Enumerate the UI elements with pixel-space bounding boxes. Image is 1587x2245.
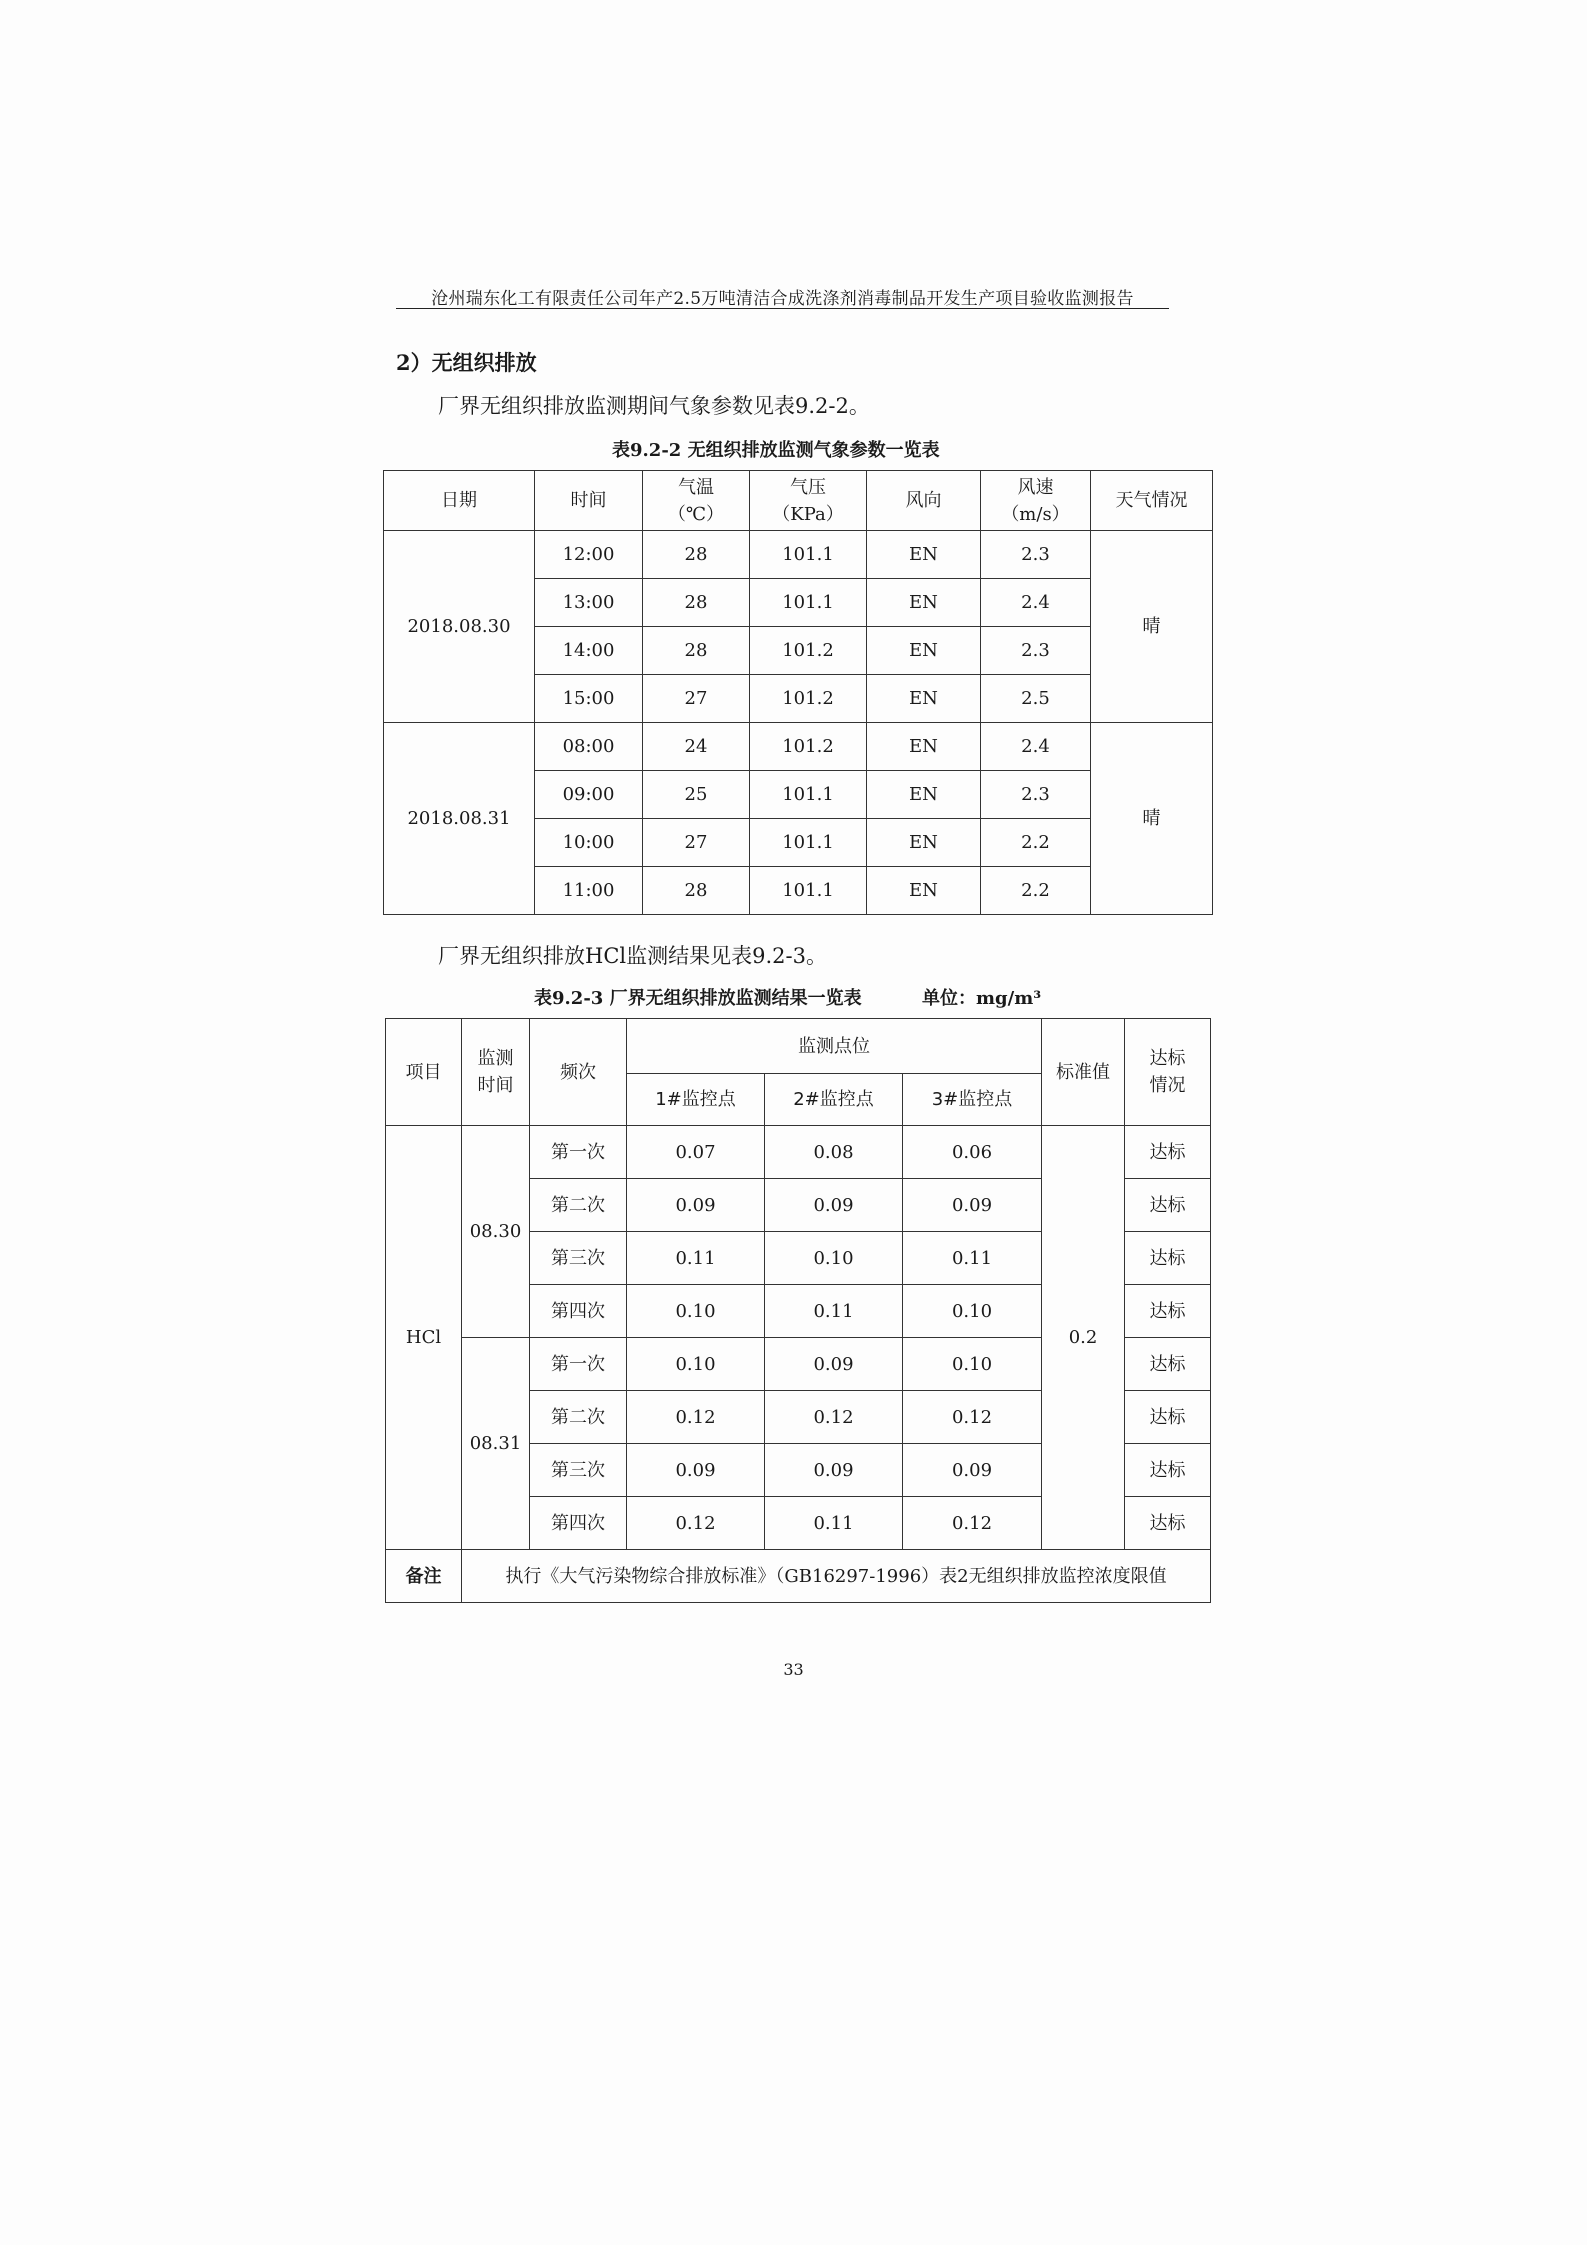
status-cell: 达标 [1125,1444,1211,1497]
date-cell: 2018.08.31 [384,723,535,915]
time-cell: 15:00 [535,675,643,723]
header-rule [396,308,1169,309]
th-temp: 气温 （℃） [643,471,750,531]
pressure-cell: 101.1 [750,579,867,627]
weather-params-table [383,470,1213,915]
th-point-3: 3#监控点 [903,1074,1042,1126]
time-cell: 13:00 [535,579,643,627]
p2-cell: 0.12 [765,1391,903,1444]
section-title: 2）无组织排放 [396,350,537,375]
p3-cell: 0.12 [903,1391,1042,1444]
paragraph-weather-intro: 厂界无组织排放监测期间气象参数见表9.2-2。 [438,394,870,418]
p3-cell: 0.11 [903,1232,1042,1285]
paragraph-hcl-intro: 厂界无组织排放HCl监测结果见表9.2-3。 [438,944,827,968]
status-cell: 达标 [1125,1285,1211,1338]
p1-cell: 0.12 [627,1391,765,1444]
p1-cell: 0.10 [627,1285,765,1338]
temp-cell: 25 [643,771,750,819]
wind-dir-cell: EN [867,867,981,915]
p2-cell: 0.11 [765,1285,903,1338]
table1-caption: 表9.2-2 无组织排放监测气象参数一览表 [612,440,940,461]
freq-cell: 第二次 [530,1391,627,1444]
status-cell: 达标 [1125,1126,1211,1179]
hcl-results-table [385,1018,1211,1603]
th-frequency: 频次 [530,1019,627,1126]
time-cell: 09:00 [535,771,643,819]
th-wind-speed: 风速 （m/s） [981,471,1091,531]
th-status: 达标 情况 [1125,1019,1211,1126]
th-monitor-time: 监测 时间 [462,1019,530,1126]
th-item: 项目 [386,1019,462,1126]
wind-dir-cell: EN [867,627,981,675]
freq-cell: 第四次 [530,1497,627,1550]
pressure-cell: 101.1 [750,819,867,867]
report-header: 沧州瑞东化工有限责任公司年产2.5万吨清洁合成洗涤剂消毒制品开发生产项目验收监测报告 [431,289,1134,309]
pressure-cell: 101.2 [750,675,867,723]
wind-speed-cell: 2.2 [981,867,1091,915]
p1-cell: 0.11 [627,1232,765,1285]
status-cell: 达标 [1125,1179,1211,1232]
p1-cell: 0.07 [627,1126,765,1179]
wind-speed-cell: 2.4 [981,723,1091,771]
pressure-cell: 101.2 [750,723,867,771]
date-cell: 2018.08.30 [384,531,535,723]
freq-cell: 第四次 [530,1285,627,1338]
th-weather: 天气情况 [1091,471,1213,531]
pressure-cell: 101.1 [750,531,867,579]
temp-cell: 28 [643,867,750,915]
table2-caption: 表9.2-3 厂界无组织排放监测结果一览表 [534,988,862,1009]
table-row [384,723,1213,771]
p2-cell: 0.11 [765,1497,903,1550]
wind-dir-cell: EN [867,771,981,819]
freq-cell: 第三次 [530,1444,627,1497]
temp-cell: 27 [643,819,750,867]
p3-cell: 0.12 [903,1497,1042,1550]
p2-cell: 0.09 [765,1338,903,1391]
th-point-1: 1#监控点 [627,1074,765,1126]
wind-speed-cell: 2.3 [981,627,1091,675]
freq-cell: 第一次 [530,1126,627,1179]
time-cell: 08:00 [535,723,643,771]
table-row [386,1126,1211,1179]
time-cell: 14:00 [535,627,643,675]
wind-dir-cell: EN [867,531,981,579]
date-cell: 08.30 [462,1126,530,1338]
freq-cell: 第一次 [530,1338,627,1391]
th-wind-dir: 风向 [867,471,981,531]
standard-cell: 0.2 [1042,1126,1125,1550]
status-cell: 达标 [1125,1391,1211,1444]
p2-cell: 0.08 [765,1126,903,1179]
pressure-cell: 101.2 [750,627,867,675]
temp-cell: 24 [643,723,750,771]
p1-cell: 0.09 [627,1444,765,1497]
p2-cell: 0.09 [765,1179,903,1232]
weather-cell: 晴 [1091,723,1213,915]
p3-cell: 0.06 [903,1126,1042,1179]
temp-cell: 27 [643,675,750,723]
th-standard: 标准值 [1042,1019,1125,1126]
wind-dir-cell: EN [867,579,981,627]
date-cell: 08.31 [462,1338,530,1550]
pressure-cell: 101.1 [750,867,867,915]
remark-row [386,1550,1211,1603]
th-time: 时间 [535,471,643,531]
wind-speed-cell: 2.3 [981,771,1091,819]
p1-cell: 0.09 [627,1179,765,1232]
p2-cell: 0.09 [765,1444,903,1497]
wind-dir-cell: EN [867,819,981,867]
p3-cell: 0.09 [903,1179,1042,1232]
wind-dir-cell: EN [867,675,981,723]
th-points: 监测点位 [627,1019,1042,1074]
p2-cell: 0.10 [765,1232,903,1285]
page-number: 33 [783,1660,804,1679]
p3-cell: 0.10 [903,1338,1042,1391]
pressure-cell: 101.1 [750,771,867,819]
wind-speed-cell: 2.2 [981,819,1091,867]
status-cell: 达标 [1125,1497,1211,1550]
status-cell: 达标 [1125,1338,1211,1391]
freq-cell: 第二次 [530,1179,627,1232]
p3-cell: 0.10 [903,1285,1042,1338]
th-point-2: 2#监控点 [765,1074,903,1126]
p1-cell: 0.10 [627,1338,765,1391]
p1-cell: 0.12 [627,1497,765,1550]
remark-text: 执行《大气污染物综合排放标准》（GB16297-1996）表2无组织排放监控浓度限值 [462,1550,1211,1603]
freq-cell: 第三次 [530,1232,627,1285]
item-cell: HCl [386,1126,462,1550]
temp-cell: 28 [643,579,750,627]
weather-cell: 晴 [1091,531,1213,723]
temp-cell: 28 [643,531,750,579]
wind-speed-cell: 2.4 [981,579,1091,627]
table-row [384,531,1213,579]
wind-dir-cell: EN [867,723,981,771]
p3-cell: 0.09 [903,1444,1042,1497]
time-cell: 12:00 [535,531,643,579]
th-pressure: 气压 （KPa） [750,471,867,531]
status-cell: 达标 [1125,1232,1211,1285]
table2-unit: 单位：mg/m³ [922,988,1042,1009]
wind-speed-cell: 2.3 [981,531,1091,579]
time-cell: 11:00 [535,867,643,915]
time-cell: 10:00 [535,819,643,867]
th-date: 日期 [384,471,535,531]
wind-speed-cell: 2.5 [981,675,1091,723]
remark-label: 备注 [386,1550,462,1603]
temp-cell: 28 [643,627,750,675]
